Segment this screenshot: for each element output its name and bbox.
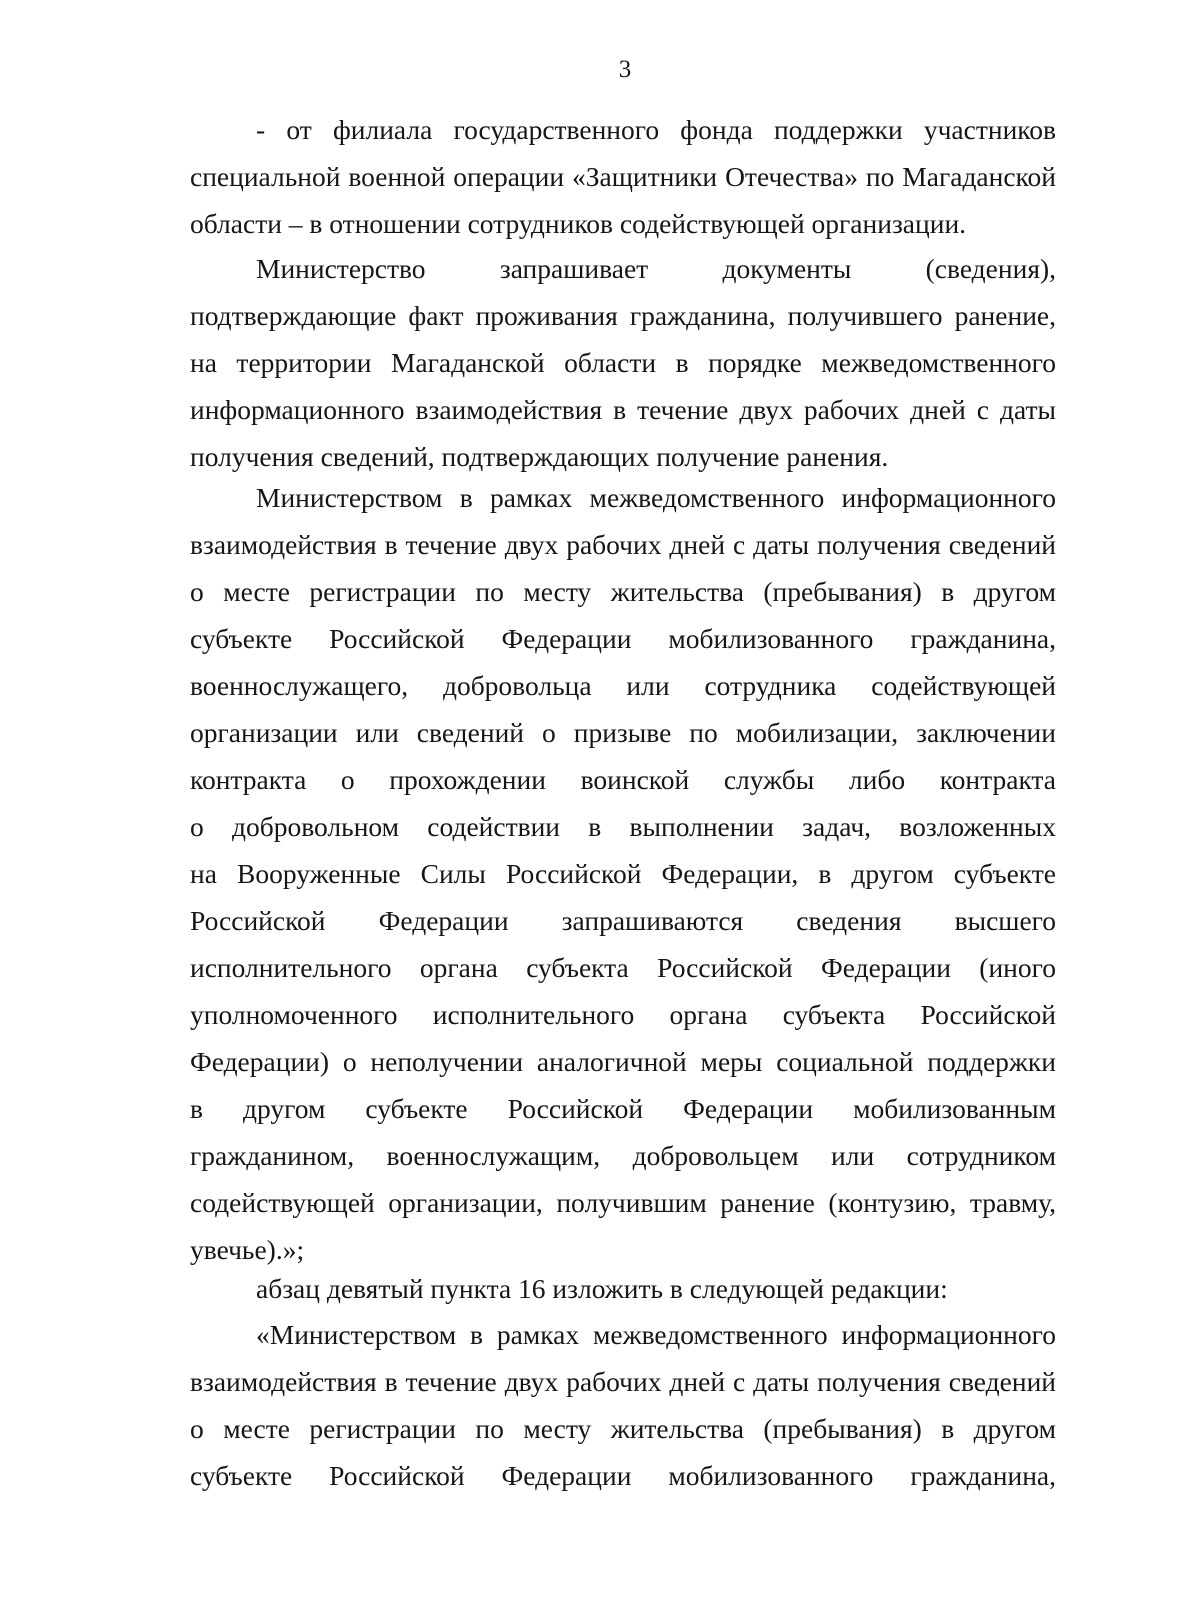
text-line: Федерации) о неполучении аналогичной меры социальной поддержки: [190, 1046, 1056, 1077]
paragraph-1: [190, 106, 1056, 247]
text-line: о месте регистрации по месту жительства (пребывания) в другом: [190, 1413, 1056, 1444]
text-line: субъекте Российской Федерации мобилизованного гражданина,: [190, 1460, 1056, 1491]
text-line: получения сведений, подтверждающих получение ранения.: [190, 441, 889, 472]
paragraph-3: [190, 474, 1056, 1273]
text-line: специальной военной операции «Защитники Отечества» по Магаданской: [190, 161, 1056, 192]
text-line: - от филиала государственного фонда поддержки участников: [256, 114, 1056, 145]
text-line: на территории Магаданской области в порядке межведомственного: [190, 347, 1056, 378]
text-line: в другом субъекте Российской Федерации мобилизованным: [190, 1093, 1056, 1124]
text-line: Министерство запрашивает документы (сведения),: [256, 253, 1056, 284]
text-line: взаимодействия в течение двух рабочих дней с даты получения сведений: [190, 529, 1056, 560]
text-line: взаимодействия в течение двух рабочих дней с даты получения сведений: [190, 1366, 1056, 1397]
paragraph-5: [190, 1311, 1056, 1499]
text-line: подтверждающие факт проживания гражданина, получившего ранение,: [190, 300, 1056, 331]
text-line: «Министерством в рамках межведомственного информационного: [256, 1319, 1056, 1350]
paragraph-4: [190, 1265, 1056, 1312]
text-line: уполномоченного исполнительного органа субъекта Российской: [190, 999, 1056, 1030]
text-line: абзац девятый пункта 16 изложить в следующей редакции:: [256, 1273, 948, 1304]
text-line: субъекте Российской Федерации мобилизованного гражданина,: [190, 623, 1056, 654]
paragraph-2: [190, 245, 1056, 480]
text-line: Российской Федерации запрашиваются сведения высшего: [190, 905, 1056, 936]
text-line: организации или сведений о призыве по мобилизации, заключении: [190, 717, 1056, 748]
text-line: на Вооруженные Силы Российской Федерации, в другом субъекте: [190, 858, 1056, 889]
text-line: о месте регистрации по месту жительства (пребывания) в другом: [190, 576, 1056, 607]
text-line: военнослужащего, добровольца или сотрудника содействующей: [190, 670, 1056, 701]
text-line: контракта о прохождении воинской службы либо контракта: [190, 764, 1056, 795]
text-line: информационного взаимодействия в течение двух рабочих дней с даты: [190, 394, 1056, 425]
text-line: содействующей организации, получившим ранение (контузию, травму,: [190, 1187, 1056, 1218]
page-number: 3: [618, 56, 632, 83]
text-line: гражданином, военнослужащим, добровольцем или сотрудником: [190, 1140, 1056, 1171]
text-line: исполнительного органа субъекта Российской Федерации (иного: [190, 952, 1056, 983]
text-line: Министерством в рамках межведомственного информационного: [256, 482, 1056, 513]
text-line: увечье).»;: [190, 1234, 305, 1265]
text-line: области – в отношении сотрудников содействующей организации.: [190, 208, 967, 239]
text-line: о добровольном содействии в выполнении задач, возложенных: [190, 811, 1056, 842]
